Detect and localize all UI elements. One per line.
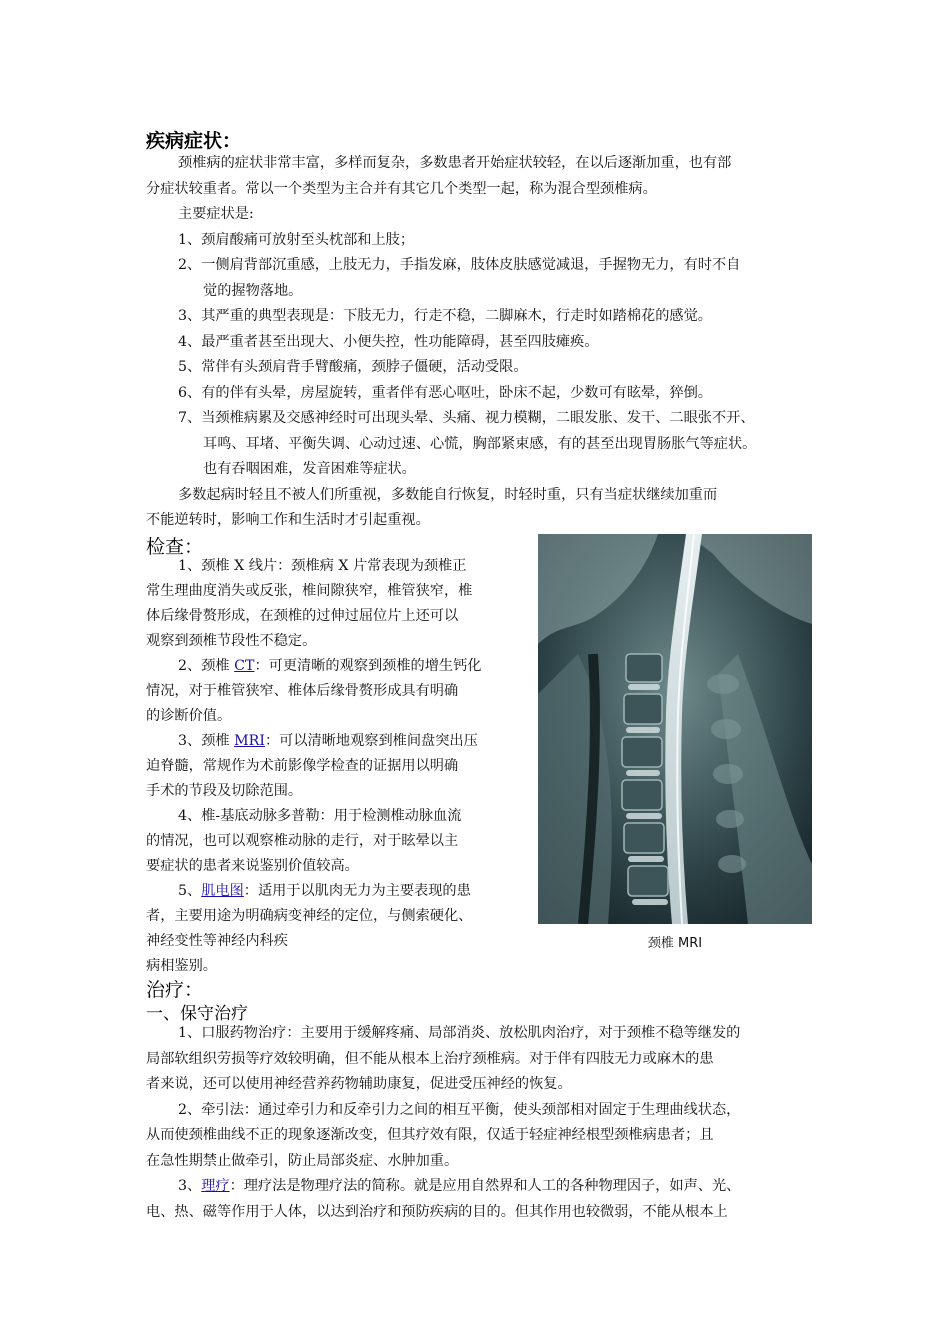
mri-illustration bbox=[538, 534, 812, 924]
text-line: 的诊断价值。 bbox=[146, 708, 232, 724]
text-line: 者来说，还可以使用神经营养药物辅助康复，促进受压神经的恢复。 bbox=[146, 1076, 572, 1092]
text-line: 从而使颈椎曲线不正的现象逐渐改变，但其疗效有限，仅适于轻症神经根型颈椎病患者；且 bbox=[146, 1127, 714, 1143]
main-symptoms-label: 主要症状是: bbox=[178, 206, 254, 222]
text-span: ：理疗法是物理疗法的简称。就是应用自然界和人工的各种物理因子，如声、光、 bbox=[229, 1178, 741, 1194]
symptoms-heading: 疾病症状： bbox=[146, 130, 242, 152]
symptoms-intro-cont bbox=[146, 177, 810, 203]
exam-item-2 bbox=[146, 654, 526, 729]
text-line: 迫脊髓，常规作为术前影像学检查的证据用以明确 bbox=[146, 758, 459, 774]
treatment-para-1-cont bbox=[146, 1047, 810, 1098]
mri-link[interactable]: MRI bbox=[234, 733, 265, 749]
symptom-item-7-cont-1: 耳鸣、耳堵、平衡失调、心动过速、心慌，胸部紧束感，有的甚至出现胃肠胀气等症状。 bbox=[203, 435, 757, 452]
text-span: 3、 bbox=[178, 1178, 202, 1194]
text-line: 情况，对于椎管狭窄、椎体后缘骨赘形成具有明确 bbox=[146, 683, 459, 699]
exam-item-5 bbox=[146, 879, 526, 979]
text-span: 5、 bbox=[178, 883, 202, 899]
text-line bbox=[146, 729, 526, 754]
exam-item-4 bbox=[146, 804, 526, 879]
text-line: 要症状的患者来说鉴别价值较高。 bbox=[146, 858, 359, 874]
text-line: 体后缘骨赘形成，在颈椎的过伸过屈位片上还可以 bbox=[146, 608, 459, 624]
text-line: 常生理曲度消失或反张，椎间隙狭窄，椎管狭窄，椎 bbox=[146, 583, 473, 599]
treatment-para-3-cont bbox=[146, 1200, 810, 1226]
treatment-heading: 治疗： bbox=[146, 979, 204, 1001]
symptoms-intro bbox=[146, 151, 810, 177]
text-line: 2、牵引法：通过牵引力和反牵引力之间的相互平衡，使头颈部相对固定于生理曲线状态， bbox=[178, 1101, 741, 1118]
symptom-item-5: 5、常伴有头颈肩背手臂酸痛，颈脖子僵硬，活动受限。 bbox=[178, 359, 528, 375]
figure-caption: 颈椎 MRI bbox=[647, 936, 703, 951]
symptom-item-3: 3、其严重的典型表现是：下肢无力，行走不稳，二脚麻木，行走时如踏棉花的感觉。 bbox=[178, 308, 712, 324]
text-span: ：可更清晰的观察到颈椎的增生钙化 bbox=[254, 658, 482, 674]
symptom-item-7: 7、当颈椎病累及交感神经时可出现头晕、头痛、视力模糊，二眼发胀、发干、二眼张不开、 bbox=[178, 410, 755, 426]
exam-item-1 bbox=[146, 554, 526, 654]
symptoms-closing-cont bbox=[146, 508, 810, 534]
text-line: 不能逆转时，影响工作和生活时才引起重视。 bbox=[146, 512, 430, 528]
text-line: 手术的节段及切除范围。 bbox=[146, 783, 303, 799]
symptom-item-7-cont-2: 也有吞咽困难，发音困难等症状。 bbox=[203, 461, 416, 477]
text-line: 电、热、磁等作用于人体，以达到治疗和预防疾病的目的。但其作用也较微弱，不能从根本上 bbox=[146, 1203, 728, 1220]
ct-link[interactable]: CT bbox=[234, 658, 255, 674]
symptom-item-6: 6、有的伴有头晕，房屋旋转，重者伴有恶心呕吐，卧床不起，少数可有眩晕，猝倒。 bbox=[178, 384, 712, 401]
text-line: 的情况，也可以观察椎动脉的走行，对于眩晕以主 bbox=[146, 833, 459, 849]
text-line: 观察到颈椎节段性不稳定。 bbox=[146, 633, 317, 649]
text-line bbox=[146, 1174, 810, 1200]
symptom-item-1: 1、颈肩酸痛可放射至头枕部和上肢； bbox=[178, 231, 415, 248]
text-line bbox=[146, 879, 526, 904]
exam-heading: 检查： bbox=[146, 536, 204, 558]
text-span: ：可以清晰地观察到椎间盘突出压 bbox=[264, 733, 478, 749]
text-span: 2、颈椎 bbox=[178, 658, 235, 674]
symptom-item-4: 4、最严重者甚至出现大、小便失控，性功能障碍，甚至四肢瘫痪。 bbox=[178, 333, 599, 350]
text-line bbox=[146, 654, 526, 679]
treatment-para-3 bbox=[146, 1174, 810, 1200]
text-line: 1、颈椎 X 线片：颈椎病 X 片常表现为颈椎正 bbox=[178, 558, 467, 574]
text-line: 局部软组织劳损等疗效较明确，但不能从根本上治疗颈椎病。对于伴有四肢无力或麻木的患 bbox=[146, 1050, 714, 1067]
conservative-treatment-heading: 一、保守治疗 bbox=[146, 1004, 248, 1024]
text-span: ：适用于以肌肉无力为主要表现的患 bbox=[243, 883, 471, 899]
text-line: 4、椎-基底动脉多普勒：用于检测椎动脉血流 bbox=[178, 808, 462, 824]
text-line: 1、口服药物治疗：主要用于缓解疼痛、局部消炎、放松肌肉治疗，对于颈椎不稳等继发的 bbox=[178, 1025, 741, 1041]
text-span: 3、颈椎 bbox=[178, 733, 235, 749]
text-line: 神经变性等神经内科疾 bbox=[146, 933, 288, 949]
text-line: 分症状较重者。常以一个类型为主合并有其它几个类型一起，称为混合型颈椎病。 bbox=[146, 180, 657, 197]
text-line: 者，主要用途为明确病变神经的定位，与侧索硬化、 bbox=[146, 908, 473, 924]
treatment-para-2 bbox=[146, 1098, 810, 1124]
treatment-para-1 bbox=[146, 1021, 810, 1047]
symptom-item-2-cont: 觉的握物落地。 bbox=[203, 282, 303, 299]
text-line: 多数起病时轻且不被人们所重视，多数能自行恢复，时轻时重，只有当症状继续加重而 bbox=[178, 486, 718, 503]
emg-link[interactable]: 肌电图 bbox=[201, 883, 244, 899]
text-line: 在急性期禁止做牵引，防止局部炎症、水肿加重。 bbox=[146, 1152, 459, 1169]
physiotherapy-link[interactable]: 理疗 bbox=[201, 1178, 230, 1194]
cervical-mri-image bbox=[538, 534, 812, 924]
symptoms-closing bbox=[146, 483, 810, 509]
exam-item-3 bbox=[146, 729, 526, 804]
symptom-item-2: 2、一侧肩背部沉重感，上肢无力，手指发麻，肢体皮肤感觉减退，手握物无力，有时不自 bbox=[178, 257, 741, 273]
text-line: 病相鉴别。 bbox=[146, 958, 217, 974]
text-line: 颈椎病的症状非常丰富，多样而复杂，多数患者开始症状较轻，在以后逐渐加重，也有部 bbox=[178, 155, 732, 171]
treatment-para-2-cont bbox=[146, 1123, 810, 1174]
